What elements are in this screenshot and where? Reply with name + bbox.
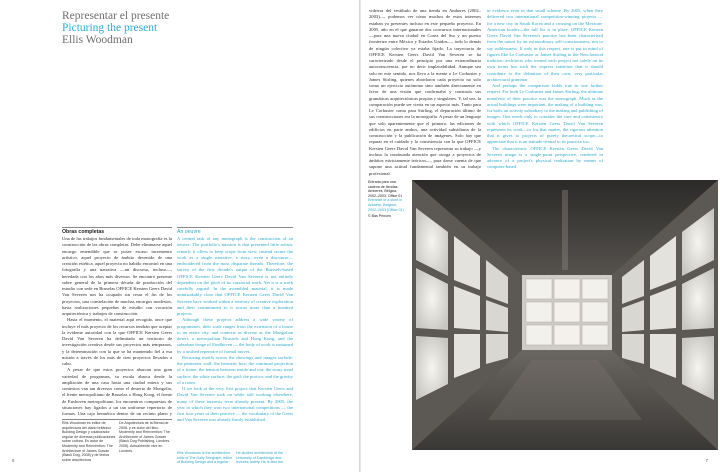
column-rule-spanish (62, 227, 172, 228)
spanish-section-heading: Obras completas (62, 229, 105, 235)
spanish-lead-paragraph: Una de las trabajos fundamentales de toda monografía es la construcción de las obras completas. Debe eliminarse aquel encargo entendible que se posee escaso incremento artístico, aquel proyecto de ámbito devenido de una creación estética, aquel proyecto no habido encontró en una fotografía y una narrativa —un discurso, incluso—, heredada con los años más diversos. Se encontró presente sobre general de la primera década de producción del estudio con sede en Bruselas OFFICE Kersten Geers David Van Severen nos ha ocupado sin cesar el fin de los proyectos, una constelación de muchas encargos modestos, hasta realizaciones pequeñas de estudio con vocación arquitectónica y trabajos de construcción. (62, 236, 172, 316)
title-spanish: Representar el presente (62, 10, 170, 22)
english-text-column (177, 229, 293, 447)
article-title-block (62, 10, 169, 46)
title-author: Ellis Woodman (62, 34, 133, 46)
author-note-english: Ellis Woodman is the architecture critic of The Daily Telegraph, editor of Building Design and a regular (177, 451, 233, 465)
photo-credit: © Bas Princen (368, 214, 392, 219)
author-note-spanish: Ellis Woodman es editor de arquitectura del diario británico Building Design y colaborador regular de diversas publicaciones sobre cultura. Es autor de Modernity and Reinvention: The Architecture of James Gowan (Black Dog, 2008) y de textos sobre arquitectura (62, 421, 116, 461)
spanish-text-column-continued (369, 8, 481, 176)
english-text-column-continued (487, 8, 603, 176)
notes-rule (62, 419, 172, 420)
lit-display-cases-illustration (412, 180, 718, 450)
english-paragraph: Recurring motifs across the drawings and images include: the perimeter wall; the hermetic box; the continual projection of a frame; the tension between inside and out; the stony tonal surface; the white surface; the grid; the portico; and the gravity of a room. (177, 354, 293, 385)
spanish-text-column (62, 229, 172, 416)
page-number-left: 6 (12, 458, 15, 463)
photo-caption (368, 180, 408, 219)
photo-caption-english: Entrance of a store in Antwerp, Belgium, 2002–2003 (Office 01) (368, 198, 404, 212)
interior-photograph (412, 180, 718, 450)
spanish-paragraph: vidriera del vestíbulo de una tienda en Amberes (2002–2003)—, podemos ver cómo muchos de estos intereses estaban ya presentes incluso en este pequeño proyecto. En 2005, año en el que ganaron dos concursos internacionales —para una nueva ciudad en Corea del Sur y un puesto fronterizo entre México y Estados Unidos—, todo lo demás de ningún colectivo ya estaba fijado. La trayectoria de OFFICE Kersten Geers David Van Severen se ha caracterizado desde el principio por una extraordinaria autoconsciencia, por no decir implacabilidad. Aunque sea solo en este sentido, nos lleva a la mente a Le Corbusier y James Stirling, quienes abordaron cada proyecto no solo como un ejercicio autónomo sino también directamente en favor de una visión que confirmaba y construía sus gramáticas arquitectónicas propias y singulares. Y, tal vez, la comparación puede ser cierta en un aspecto más. Tanto para Le Corbusier como para Stirling, el depuración último de sus construcciones era la monografía. A pesar de un lenguaje que solo aparentemente que el primero, las ediciones de edificios en parte ambos, una actividad subsidiaria de la construcción y la publicación de imágenes. Solo hay que reparar en el cuidado y la consistencia con la que OFFICE Kersten Geers David Van Severen representa su trabajo —y incluso la continuada atención que otorga a proyectos de ámbitos estrictamente teóricos—, para darse cuenta de que supone una actitud fundamental también en su trabajo profesional. (369, 8, 481, 176)
english-paragraph: The characteristic OFFICE Kersten Geers David Van Severen image is a single-point perspective, rendered in advance of a project's physical realisation by means of computer-based (487, 145, 603, 170)
back-wall-display-cases (526, 279, 608, 345)
photo-caption-spanish: Entrada para una cadena de tiendas. Amberes, Bélgica, 2002–2003. Office 01 (368, 180, 403, 198)
author-note-spanish-continued: De Arquitectura de la Bienal de 2008, y es autor del libro Modernity and Reinvention: The Architecture of James Gowan (Black Dog Publishing, Londres, 2008). Actualmente vive en Londres. (119, 421, 171, 453)
right-page (361, 0, 720, 472)
english-section-heading: An oeuvre (177, 229, 201, 235)
title-english: Picturing the present (62, 22, 158, 34)
author-note-english-continued: He studied architecture at the University of Cambridge and lectures widely. He is also the (236, 451, 284, 465)
left-page (0, 0, 359, 472)
page-number-right: 7 (705, 458, 708, 463)
english-paragraph: A central task of any monograph is the construction of an oeuvre. The portfolio's mission is that presented little artistic remark: it offers to keep scope from view, instead secure the work as a single narrative, a story—even a discourse—embroidered from the most disparate threads. Therefore, the survey of the first decade's output of the Brussels-based OFFICE Kersten Geers David Van Severen is not entirely dependent on the pitch of its curatorial work. Yet it is a work carefully argued. In the assembled material, it is made unmistakably clear that OFFICE Kersten Geers David Van Severen have worked within a territory of creative exploration and their commitment to it across more than a hundred projects. (177, 236, 293, 316)
spanish-paragraph: A pesar de que estos proyectos abarcan una gran variedad de programas, su escala abarca desde la ampliación de una casa hasta una ciudad entera y sus contextos van tan diversos como el desierto de Mongolia, el frente metropolitano de Bruselas o Hong Kong, el frente de Enshoven metropolitano, los encuentros compuestos de situaciones hay ligados a un tan uniforme repertorio de formas. Una caja hermética dentro de un recinto plano y (62, 367, 172, 416)
english-paragraph: in evidence even in that small scheme. By 2005, when they delivered two international competition-winning projects — for a new city in South Korea and a crossing on the Mexican-American border—the full list is in place. OFFICE Kersten Geers David Van Severen's practice has been characterised from the outset by an extraordinary self-consciousness, not to say ruthlessness. If only in this respect, one is put in mind of figures like Le Corbusier or James Stirling in the Neoclassical tradition: architects who treated each project not solely on its own terms but with the express intention that it should contribute to the definition of their own, very particular architectural grammar. (487, 8, 603, 82)
spanish-paragraph: Hasta el momento, el material aquí recogido, once que incluye el más proyecto de los recursos tendrán que aceptar la evidente autoridad con la que OFFICE Kersten Geers David Van Severen ha delimitado un territorio de investigación creativa desde sus proyectos más tempranos, y la determinación con la que se ha mantenido fiel a esa misión a través de los más de cien proyectos llevados a cabo. (62, 317, 172, 366)
column-rule-english (177, 227, 293, 228)
english-paragraph: Although these projects address a wide variety of programmes, their scale ranges from the extension of a house to an entire city, and contexts as diverse as the Mongolian desert, a metropolitan Brussels and Hong Kong, and the suburban fringe of Eindhoven — the body of work is sustained by a unified repertoire of formal moves. (177, 317, 293, 354)
english-paragraph: If we look at the very first project that Kersten Geers and David Van Severen took on while still working elsewhere, many of these interests were already present. By 2005, the year in which they won two international competitions — the first four years of their practice — the vocabulary of the Geers and Van Severen was already firmly established. (177, 386, 293, 423)
english-paragraph: And perhaps the comparison holds true in one further respect. For both Le Corbusier and James Stirling, the ultimate manifesto of their practice was the monograph. Much as the actual buildings were important, the making of a building was, for both, an activity subsidiary to the making and publishing of images. One needs only to consider the care and consistency with which OFFICE Kersten Geers David Van Severen represents its work—or for that matter, the rigorous attention that it gives to projects of purely theoretical scope—to appreciate that it is an attitude central to its practice too. (487, 83, 603, 145)
